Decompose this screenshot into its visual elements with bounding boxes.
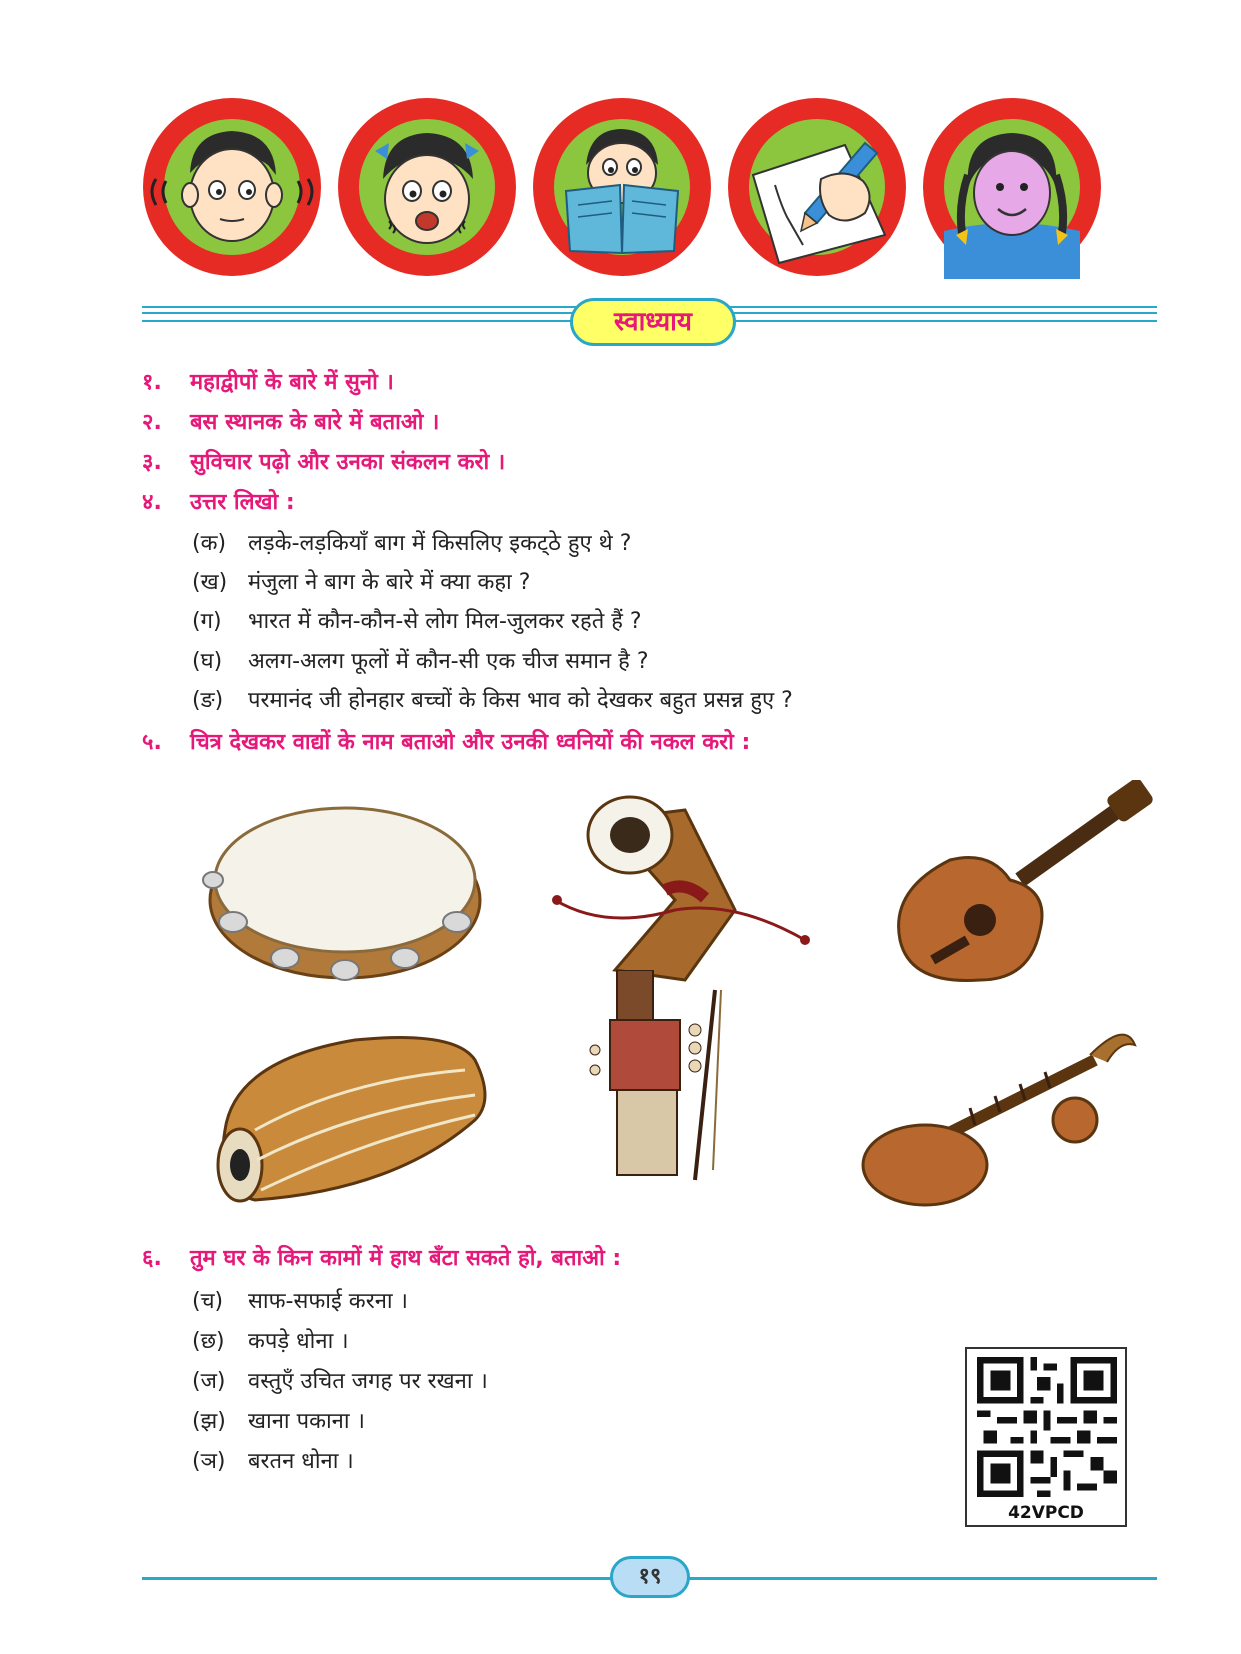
reading-child-icon — [530, 95, 714, 279]
section-title: स्वाध्याय — [570, 298, 736, 346]
question-1: १. महाद्वीपों के बारे में सुनो । — [142, 370, 394, 395]
listening-boy-icon — [140, 95, 324, 279]
veena-icon — [845, 1000, 1145, 1215]
sarangi-icon — [535, 970, 835, 1185]
writing-hand-icon — [725, 95, 909, 279]
q4-item-kha: (ख) मंजुला ने बाग के बारे में क्या कहा ? — [192, 570, 531, 595]
skill-icons-row — [140, 95, 1100, 280]
speaking-girl-icon — [335, 95, 519, 279]
q6-item-cha: (च) साफ-सफाई करना । — [192, 1289, 408, 1314]
qr-pattern-icon — [977, 1357, 1117, 1497]
q6-item-nya: (ञ) बरतन धोना । — [192, 1449, 354, 1474]
q6-item-ja: (ज) वस्तुएँ उचित जगह पर रखना । — [192, 1369, 488, 1394]
q4-item-gha: (घ) अलग-अलग फूलों में कौन-सी एक चीज समान है ? — [192, 649, 649, 674]
qr-code-label: 42VPCD — [1008, 1503, 1084, 1523]
question-2: २. बस स्थानक के बारे में बताओ । — [142, 410, 440, 435]
damru-drum-icon — [535, 780, 835, 995]
q6-item-jha: (झ) खाना पकाना । — [192, 1409, 365, 1434]
question-4: ४. उत्तर लिखो : — [142, 490, 295, 515]
q4-item-ga: (ग) भारत में कौन-कौन-से लोग मिल-जुलकर रहते हैं ? — [192, 609, 642, 634]
guitar-icon — [870, 780, 1170, 995]
tambourine-icon — [195, 780, 495, 995]
girl-face-icon — [920, 95, 1104, 279]
q6-item-chha: (छ) कपड़े धोना । — [192, 1329, 349, 1354]
q4-item-ka: (क) लड़के-लड़कियाँ बाग में किसलिए इकट्‌ठे हुए थे ? — [192, 531, 632, 556]
qr-code[interactable] — [965, 1347, 1127, 1527]
question-5: ५. चित्र देखकर वाद्यों के नाम बताओ और उनकी ध्वनियों की नकल करो : — [142, 730, 751, 755]
q4-item-nga: (ङ) परमानंद जी होनहार बच्चों के किस भाव को देखकर बहुत प्रसन्न हुए ? — [192, 688, 793, 713]
page-number: १९ — [610, 1556, 690, 1598]
mridangam-icon — [195, 1000, 495, 1215]
question-3: ३. सुविचार पढ़ो और उनका संकलन करो । — [142, 450, 506, 475]
question-6: ६. तुम घर के किन कामों में हाथ बँटा सकते हो, बताओ : — [142, 1246, 622, 1271]
